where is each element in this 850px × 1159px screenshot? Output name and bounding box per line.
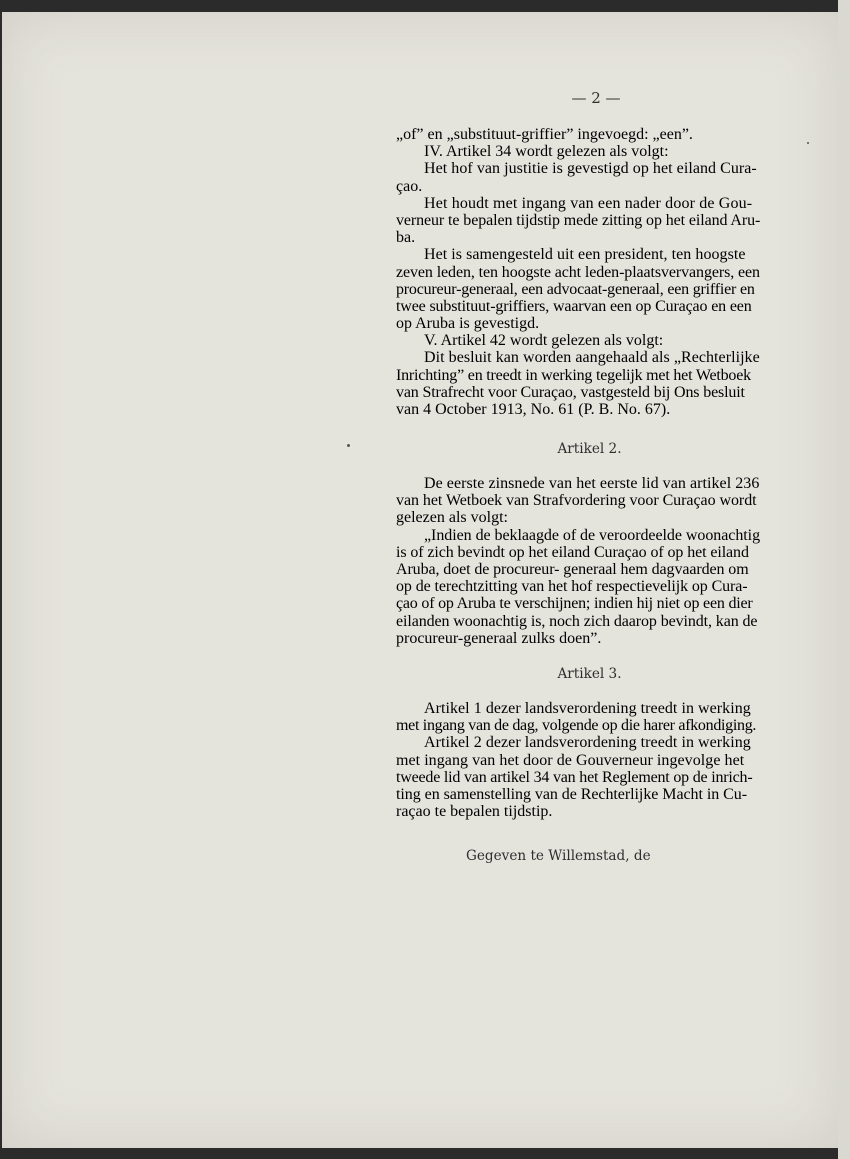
heading-artikel-3: Artikel 3.	[557, 666, 622, 682]
text-line: van Strafrecht voor Curaçao, vastgesteld bij Ons besluit	[396, 383, 745, 401]
text-line: met ingang van de dag, volgende op die harer afkondiging.	[396, 717, 757, 735]
text-line: procureur-generaal, een advocaat-generaal, een griffier en	[396, 280, 755, 298]
text-line: Dit besluit kan worden aangehaald als „Rechterlijke	[424, 349, 760, 367]
paper-speck	[807, 142, 809, 144]
text-line: van het Wetboek van Strafvordering voor Curaçao wordt	[396, 492, 757, 510]
heading-artikel-2: Artikel 2.	[557, 441, 622, 457]
text-line: gelezen als volgt:	[396, 509, 508, 527]
text-line: „of” en „substituut-griffier” ingevoegd: „een”.	[396, 126, 693, 143]
text-line: ba.	[396, 229, 416, 247]
text-line: raçao te bepalen tijdstip.	[396, 803, 553, 821]
text-line: De eerste zinsnede van het eerste lid van artikel 236	[424, 475, 760, 492]
text-line: Het is samengesteld uit een president, ten hoogste	[424, 246, 746, 264]
text-line: ting en samenstelling van de Rechterlijke Macht in Cu-	[396, 785, 747, 803]
text-line: Inrichting” en treedt in werking tegelijk met het Wetboek	[396, 366, 751, 384]
text-line: Artikel 2 dezer landsverordening treedt in werking	[424, 734, 751, 752]
text-line: zeven leden, ten hoogste acht leden-plaatsvervangers, een	[396, 263, 760, 281]
article-1-continuation	[396, 126, 783, 418]
text-line: Het hof van justitie is gevestigd op het eiland Cura-	[424, 160, 757, 178]
text-line: tweede lid van artikel 34 van het Reglement op de inrich-	[396, 768, 753, 786]
article-3-text	[396, 700, 783, 820]
article-2-text	[396, 475, 783, 647]
text-line: Aruba, doet de procureur- generaal hem dagvaarden om	[396, 560, 749, 578]
closing-line: Gegeven te Willemstad, de	[466, 848, 651, 864]
text-line: van 4 October 1913, No. 61 (P. B. No. 67).	[396, 401, 671, 418]
paper-speck	[347, 444, 350, 447]
text-line: Het houdt met ingang van een nader door de Gou-	[424, 194, 753, 212]
text-line: met ingang van het door de Gouverneur ingevolge het	[396, 751, 745, 769]
text-line: eilanden woonachtig is, noch zich daarop bevindt, kan de	[396, 612, 758, 630]
text-line: IV. Artikel 34 wordt gelezen als volgt:	[424, 143, 669, 161]
text-line: çao of op Aruba te verschijnen; indien hij niet op een dier	[396, 595, 753, 613]
text-line: is of zich bevindt op het eiland Curaçao of op het eiland	[396, 543, 749, 561]
text-line: twee substituut-griffiers, waarvan een op Curaçao en een	[396, 297, 752, 315]
text-line: Artikel 1 dezer landsverordening treedt in werking	[424, 700, 751, 717]
page-number: — 2 —	[571, 89, 621, 107]
text-line: verneur te bepalen tijdstip mede zitting op het eiland Aru-	[396, 211, 761, 229]
text-line: op Aruba is gevestigd.	[396, 315, 540, 333]
text-line: „Indien de beklaagde of de veroordeelde woonachtig	[424, 526, 761, 544]
paper-edge	[838, 0, 850, 1159]
text-line: V. Artikel 42 wordt gelezen als volgt:	[424, 332, 664, 350]
text-line: procureur-generaal zulks doen”.	[396, 629, 602, 647]
text-line: op de terechtzitting van het hof respectievelijk op Cura-	[396, 578, 748, 596]
text-line: çao.	[396, 177, 423, 195]
